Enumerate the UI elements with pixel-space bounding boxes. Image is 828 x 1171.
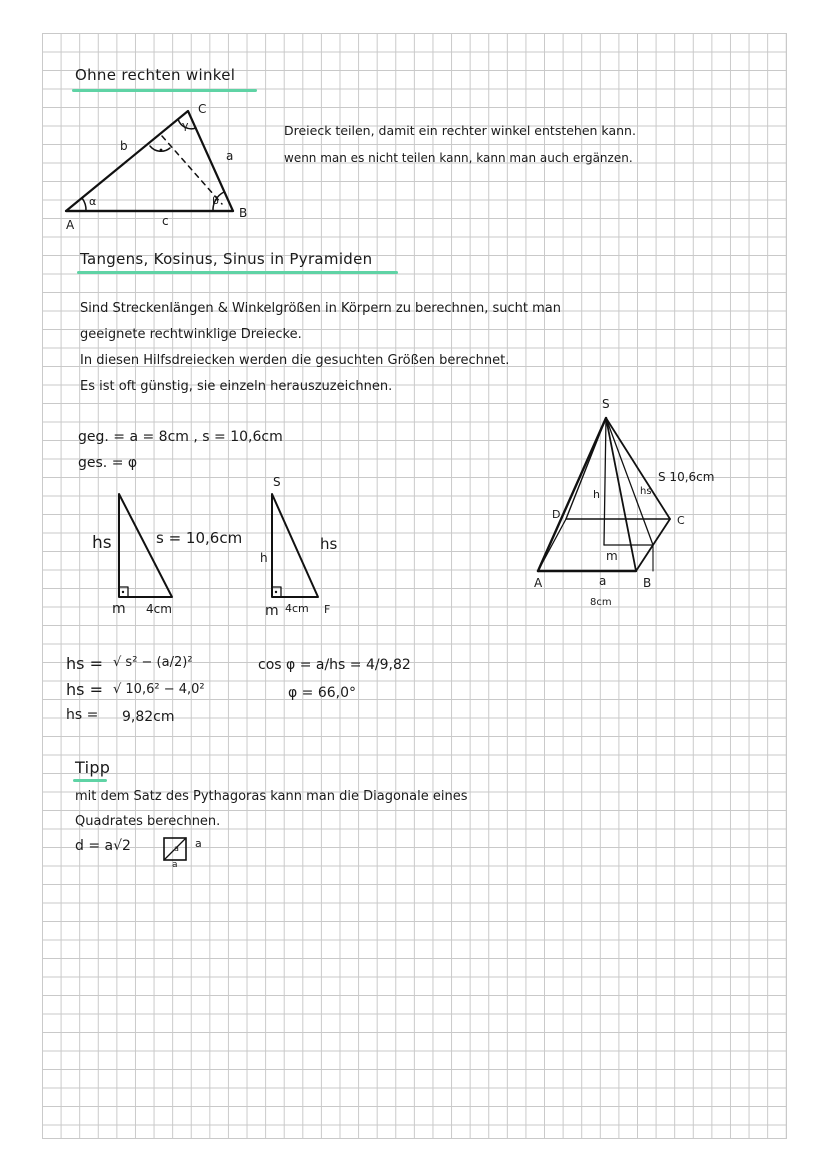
pyr-a: a bbox=[599, 574, 607, 588]
tipp-text-line2: Quadrates berechnen. bbox=[75, 814, 221, 829]
section2-text-line3: In diesen Hilfsdreiecken werden die gesuchten Größen berechnet. bbox=[80, 353, 510, 368]
calc-line1-lhs: hs = bbox=[66, 654, 103, 673]
label-gamma: γ bbox=[182, 119, 189, 132]
tri2-F: F bbox=[324, 603, 331, 616]
sought-value: ges. = φ bbox=[78, 455, 138, 471]
tri2-base: 4cm bbox=[285, 602, 309, 615]
tri1-base: 4cm bbox=[146, 602, 172, 616]
section2-text-line4: Es ist oft günstig, sie einzeln herauszuzeichnen. bbox=[80, 379, 393, 394]
tri2-S: S bbox=[273, 475, 281, 489]
tipp-text-line1: mit dem Satz des Pythagoras kann man die Diagonale eines bbox=[75, 789, 468, 804]
pyr-D: D bbox=[552, 508, 561, 521]
calc-line1-rhs: √ s² − (a/2)² bbox=[113, 655, 193, 670]
section1-text-line1: Dreieck teilen, damit ein rechter winkel entstehen kann. bbox=[284, 123, 636, 138]
square-side-label: a bbox=[195, 837, 202, 850]
section1-text-line2: wenn man es nicht teilen kann, kann man auch ergänzen. bbox=[284, 151, 633, 165]
section2-text-line2: geeignete rechtwinklige Dreiecke. bbox=[80, 327, 302, 342]
tri1-hs: hs bbox=[92, 533, 112, 553]
given-values: geg. = a = 8cm , s = 10,6cm bbox=[78, 429, 283, 445]
calc-line3-rhs: 9,82cm bbox=[122, 709, 175, 725]
tri1-m: m bbox=[112, 601, 126, 617]
section2-heading: Tangens, Kosinus, Sinus in Pyramiden bbox=[80, 250, 373, 268]
label-a: a bbox=[226, 149, 234, 163]
label-c: c bbox=[162, 214, 169, 228]
tri2-h: h bbox=[260, 551, 268, 565]
section1-heading: Ohne rechten winkel bbox=[75, 66, 236, 84]
calc-line2-lhs: hs = bbox=[66, 680, 103, 699]
tipp-heading: Tipp bbox=[75, 758, 111, 777]
label-B: B bbox=[239, 206, 248, 220]
pyr-A: A bbox=[534, 576, 543, 590]
calc-line2-rhs: √ 10,6² − 4,0² bbox=[113, 682, 205, 697]
diagonal-formula: d = a√2 bbox=[75, 838, 131, 854]
square-inner-label: a bbox=[174, 844, 179, 853]
pyr-s-label: S 10,6cm bbox=[658, 470, 715, 484]
square-bottom-label: a bbox=[172, 860, 178, 870]
label-alpha: α bbox=[89, 195, 97, 208]
tri2-m: m bbox=[265, 603, 279, 619]
pyr-m: m bbox=[606, 549, 618, 563]
pyr-a-length: 8cm bbox=[590, 597, 612, 608]
pyr-C: C bbox=[677, 514, 685, 527]
tri1-s: s = 10,6cm bbox=[156, 529, 243, 547]
tri2-hs: hs bbox=[320, 535, 338, 553]
label-b: b bbox=[120, 139, 128, 153]
pyr-hs: hs bbox=[640, 486, 652, 497]
calc-phi-line: φ = 66,0° bbox=[288, 685, 357, 701]
label-A: A bbox=[66, 218, 75, 232]
pyr-S: S bbox=[602, 397, 610, 411]
pyr-B: B bbox=[643, 576, 652, 590]
calc-line3-lhs: hs = bbox=[66, 707, 99, 723]
label-beta: β bbox=[212, 194, 220, 207]
label-C: C bbox=[198, 102, 207, 116]
calc-cos-line: cos φ = a/hs = 4/9,82 bbox=[258, 657, 411, 673]
pyr-h: h bbox=[593, 488, 600, 501]
section2-text-line1: Sind Streckenlängen & Winkelgrößen in Körpern zu berechnen, sucht man bbox=[80, 301, 561, 316]
